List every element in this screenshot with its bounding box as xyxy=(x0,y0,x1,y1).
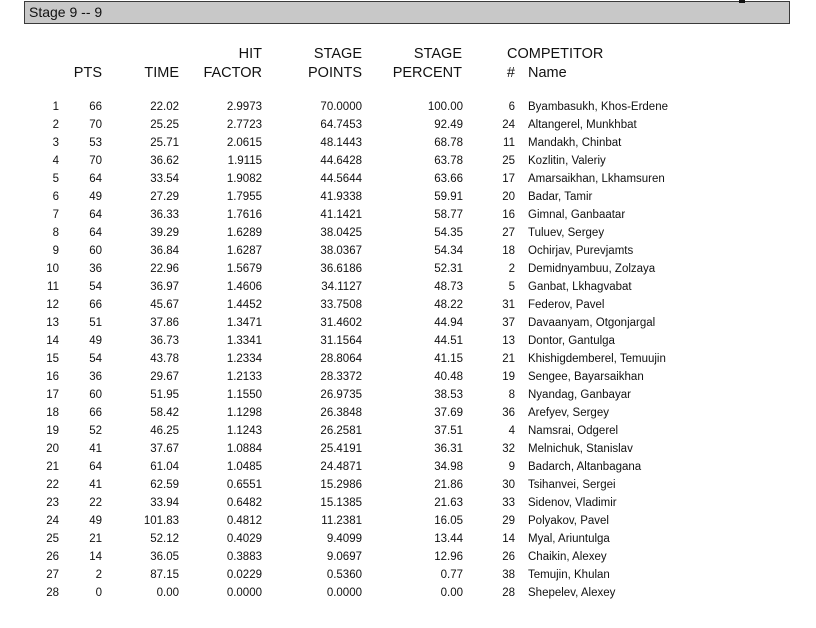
table-row xyxy=(0,584,816,602)
cell-time: 87.15 xyxy=(150,569,179,581)
cell-stage-percent: 68.78 xyxy=(434,137,463,149)
cell-hit-factor: 1.1298 xyxy=(226,407,262,419)
cell-place: 20 xyxy=(46,443,59,455)
table-row xyxy=(0,440,816,458)
cell-competitor-name: Amarsaikhan, Lkhamsuren xyxy=(528,173,665,185)
cell-competitor-number: 31 xyxy=(502,299,515,311)
cell-place: 26 xyxy=(46,551,59,563)
cell-place: 28 xyxy=(46,587,59,599)
cell-time: 43.78 xyxy=(150,353,179,365)
table-row xyxy=(0,314,816,332)
cell-stage-points: 34.1127 xyxy=(321,281,362,293)
table-row xyxy=(0,368,816,386)
cell-pts: 49 xyxy=(89,515,102,527)
cell-hit-factor: 1.2334 xyxy=(226,353,262,365)
cell-competitor-number: 13 xyxy=(502,335,515,347)
results-table xyxy=(0,98,816,602)
cell-stage-percent: 54.34 xyxy=(434,245,463,257)
cell-competitor-name: Demidnyambuu, Zolzaya xyxy=(528,263,656,275)
cell-time: 37.86 xyxy=(150,317,179,329)
cell-time: 22.96 xyxy=(150,263,179,275)
cell-hit-factor: 1.3341 xyxy=(226,335,262,347)
cell-competitor-number: 8 xyxy=(508,389,515,401)
cell-time: 37.67 xyxy=(150,443,179,455)
cell-place: 18 xyxy=(46,407,59,419)
table-row xyxy=(0,422,816,440)
cell-pts: 41 xyxy=(89,443,102,455)
cell-pts: 51 xyxy=(89,317,102,329)
cell-place: 5 xyxy=(52,173,59,185)
cell-place: 14 xyxy=(46,335,59,347)
table-row xyxy=(0,296,816,314)
cell-pts: 14 xyxy=(89,551,102,563)
cell-time: 36.62 xyxy=(150,155,179,167)
cell-competitor-number: 28 xyxy=(502,587,515,599)
header-pts: PTS xyxy=(73,65,102,81)
cell-time: 45.67 xyxy=(150,299,179,311)
table-row xyxy=(0,548,816,566)
cell-time: 33.94 xyxy=(150,497,179,509)
cell-hit-factor: 1.9082 xyxy=(226,173,262,185)
cell-place: 17 xyxy=(46,389,59,401)
cell-hit-factor: 1.6289 xyxy=(226,227,262,239)
cell-competitor-number: 2 xyxy=(508,263,515,275)
cell-pts: 36 xyxy=(89,263,102,275)
stage-title-bar xyxy=(24,1,790,24)
cell-competitor-number: 19 xyxy=(502,371,515,383)
cell-competitor-name: Sengee, Bayarsaikhan xyxy=(528,371,644,383)
table-row xyxy=(0,404,816,422)
stage-title: Stage 9 -- 9 xyxy=(29,4,103,20)
cell-stage-points: 0.0000 xyxy=(326,587,362,599)
cell-competitor-number: 11 xyxy=(503,137,515,149)
cell-competitor-number: 38 xyxy=(502,569,515,581)
cell-time: 27.29 xyxy=(150,191,179,203)
header-stage-percent-line1: STAGE xyxy=(413,46,462,62)
cell-time: 36.73 xyxy=(150,335,179,347)
cell-stage-points: 9.0697 xyxy=(326,551,362,563)
cell-stage-points: 26.2581 xyxy=(320,425,362,437)
header-hit-factor-line2: FACTOR xyxy=(203,65,262,81)
cell-stage-percent: 54.35 xyxy=(434,227,463,239)
cell-pts: 36 xyxy=(89,371,102,383)
cell-competitor-name: Sidenov, Vladimir xyxy=(528,497,617,509)
table-row xyxy=(0,152,816,170)
table-row xyxy=(0,170,816,188)
header-competitor: COMPETITOR xyxy=(507,46,604,62)
cell-stage-percent: 0.00 xyxy=(440,587,463,599)
cell-pts: 70 xyxy=(89,155,102,167)
cell-stage-points: 48.1443 xyxy=(320,137,362,149)
cell-pts: 66 xyxy=(89,407,102,419)
cell-hit-factor: 1.9115 xyxy=(227,155,262,167)
cell-stage-percent: 36.31 xyxy=(434,443,463,455)
cell-pts: 21 xyxy=(89,533,102,545)
cell-hit-factor: 0.4812 xyxy=(226,515,262,527)
cell-competitor-number: 29 xyxy=(502,515,515,527)
cell-place: 16 xyxy=(46,371,59,383)
cell-hit-factor: 0.0000 xyxy=(226,587,262,599)
cell-time: 52.12 xyxy=(150,533,179,545)
table-row xyxy=(0,260,816,278)
cell-stage-points: 38.0425 xyxy=(320,227,362,239)
cell-stage-percent: 52.31 xyxy=(434,263,463,275)
cell-competitor-name: Myal, Ariuntulga xyxy=(528,533,610,545)
cell-stage-percent: 63.66 xyxy=(434,173,463,185)
cell-pts: 52 xyxy=(89,425,102,437)
cell-competitor-number: 36 xyxy=(502,407,515,419)
cell-hit-factor: 2.0615 xyxy=(226,137,262,149)
cell-stage-percent: 38.53 xyxy=(434,389,463,401)
cell-hit-factor: 1.4452 xyxy=(226,299,262,311)
cell-pts: 64 xyxy=(89,173,102,185)
cell-time: 101.83 xyxy=(143,515,179,527)
cell-competitor-name: Mandakh, Chinbat xyxy=(528,137,622,149)
table-row xyxy=(0,458,816,476)
cell-stage-points: 44.5644 xyxy=(320,173,362,185)
cell-competitor-number: 21 xyxy=(502,353,515,365)
cell-competitor-name: Altangerel, Munkhbat xyxy=(528,119,637,131)
cell-pts: 0 xyxy=(95,587,102,599)
cell-stage-points: 26.9735 xyxy=(320,389,362,401)
cell-time: 51.95 xyxy=(150,389,179,401)
cell-stage-percent: 16.05 xyxy=(434,515,463,527)
cell-competitor-number: 20 xyxy=(502,191,515,203)
cell-pts: 60 xyxy=(89,245,102,257)
cell-pts: 64 xyxy=(89,227,102,239)
cell-pts: 53 xyxy=(89,137,102,149)
cell-competitor-number: 30 xyxy=(502,479,515,491)
cell-place: 2 xyxy=(52,119,59,131)
cell-time: 0.00 xyxy=(156,587,179,599)
table-row xyxy=(0,134,816,152)
cell-stage-percent: 34.98 xyxy=(434,461,463,473)
cell-time: 36.97 xyxy=(150,281,179,293)
cell-stage-percent: 0.77 xyxy=(440,569,463,581)
cell-competitor-name: Temujin, Khulan xyxy=(528,569,610,581)
cell-competitor-number: 9 xyxy=(508,461,515,473)
cell-place: 23 xyxy=(46,497,59,509)
cell-competitor-number: 27 xyxy=(502,227,515,239)
cell-place: 27 xyxy=(46,569,59,581)
cell-stage-points: 31.4602 xyxy=(320,317,362,329)
cell-stage-percent: 100.00 xyxy=(427,101,463,113)
cell-stage-percent: 41.15 xyxy=(434,353,463,365)
cell-stage-percent: 92.49 xyxy=(434,119,463,131)
table-row xyxy=(0,476,816,494)
cell-time: 33.54 xyxy=(150,173,179,185)
cell-stage-percent: 48.22 xyxy=(434,299,463,311)
cell-stage-points: 24.4871 xyxy=(320,461,362,473)
cell-pts: 60 xyxy=(89,389,102,401)
cell-pts: 64 xyxy=(89,461,102,473)
header-stage-points xyxy=(280,45,362,83)
cell-place: 11 xyxy=(47,281,59,293)
cell-competitor-name: Davaanyam, Otgonjargal xyxy=(528,317,656,329)
cell-place: 21 xyxy=(46,461,59,473)
cell-competitor-number: 14 xyxy=(502,533,515,545)
cell-competitor-name: Badarch, Altanbagana xyxy=(528,461,642,473)
header-number: # xyxy=(506,65,515,81)
cell-stage-percent: 12.96 xyxy=(434,551,463,563)
cell-place: 7 xyxy=(52,209,59,221)
cell-time: 46.25 xyxy=(150,425,179,437)
cell-hit-factor: 1.0485 xyxy=(226,461,262,473)
cell-pts: 54 xyxy=(89,281,102,293)
cell-stage-points: 26.3848 xyxy=(320,407,362,419)
cell-hit-factor: 0.0229 xyxy=(226,569,262,581)
header-stage-points-line1: STAGE xyxy=(313,46,362,62)
cell-stage-percent: 21.86 xyxy=(434,479,463,491)
cell-hit-factor: 2.9973 xyxy=(226,101,262,113)
cell-stage-points: 9.4099 xyxy=(326,533,362,545)
cell-pts: 49 xyxy=(89,335,102,347)
cell-competitor-name: Chaikin, Alexey xyxy=(528,551,607,563)
cell-stage-percent: 44.51 xyxy=(434,335,463,347)
cell-hit-factor: 1.6287 xyxy=(226,245,262,257)
header-stage-points-line2: POINTS xyxy=(308,65,362,81)
cell-place: 22 xyxy=(46,479,59,491)
cell-competitor-name: Tuluev, Sergey xyxy=(528,227,605,239)
table-row xyxy=(0,332,816,350)
cell-competitor-name: Dontor, Gantulga xyxy=(528,335,615,347)
header-stage-percent xyxy=(370,45,462,83)
cell-competitor-name: Gimnal, Ganbaatar xyxy=(528,209,626,221)
cell-hit-factor: 0.3883 xyxy=(226,551,262,563)
cell-competitor-name: Nyandag, Ganbayar xyxy=(528,389,631,401)
cell-place: 10 xyxy=(46,263,59,275)
cell-stage-points: 44.6428 xyxy=(320,155,362,167)
cell-stage-percent: 40.48 xyxy=(434,371,463,383)
table-row xyxy=(0,494,816,512)
cell-competitor-number: 26 xyxy=(502,551,515,563)
cell-competitor-name: Ochirjav, Purevjamts xyxy=(528,245,634,257)
cell-competitor-name: Tsihanvei, Sergei xyxy=(528,479,616,491)
cell-time: 22.02 xyxy=(150,101,179,113)
cell-competitor-name: Arefyev, Sergey xyxy=(528,407,609,419)
cell-time: 58.42 xyxy=(150,407,179,419)
cell-place: 8 xyxy=(52,227,59,239)
cell-place: 19 xyxy=(46,425,59,437)
cell-competitor-name: Khishigdemberel, Temuujin xyxy=(528,353,666,365)
cell-competitor-name: Melnichuk, Stanislav xyxy=(528,443,633,455)
cell-competitor-name: Federov, Pavel xyxy=(528,299,605,311)
cell-pts: 22 xyxy=(89,497,102,509)
cell-stage-points: 41.9338 xyxy=(320,191,362,203)
cell-competitor-number: 4 xyxy=(508,425,515,437)
cell-competitor-number: 16 xyxy=(502,209,515,221)
cell-pts: 70 xyxy=(89,119,102,131)
cell-place: 3 xyxy=(52,137,59,149)
table-row xyxy=(0,116,816,134)
cell-competitor-name: Polyakov, Pavel xyxy=(528,515,609,527)
cell-stage-percent: 44.94 xyxy=(434,317,463,329)
table-row xyxy=(0,386,816,404)
cell-competitor-number: 17 xyxy=(502,173,515,185)
cell-competitor-number: 25 xyxy=(502,155,515,167)
cell-time: 36.33 xyxy=(150,209,179,221)
cell-place: 12 xyxy=(46,299,59,311)
table-row xyxy=(0,206,816,224)
cell-time: 36.05 xyxy=(150,551,179,563)
cell-stage-points: 28.3372 xyxy=(320,371,362,383)
table-row xyxy=(0,512,816,530)
cell-pts: 2 xyxy=(95,569,102,581)
cell-stage-points: 25.4191 xyxy=(320,443,362,455)
cell-place: 13 xyxy=(46,317,59,329)
cell-place: 6 xyxy=(52,191,59,203)
cell-place: 4 xyxy=(52,155,59,167)
cell-stage-points: 70.0000 xyxy=(320,101,362,113)
cell-hit-factor: 2.7723 xyxy=(226,119,262,131)
cell-hit-factor: 0.6482 xyxy=(226,497,262,509)
cell-competitor-number: 6 xyxy=(508,101,515,113)
header-name: Name xyxy=(528,65,567,81)
cell-hit-factor: 1.2133 xyxy=(226,371,262,383)
cell-stage-points: 64.7453 xyxy=(320,119,362,131)
table-row xyxy=(0,530,816,548)
cell-competitor-name: Kozlitin, Valeriy xyxy=(528,155,606,167)
cell-time: 25.25 xyxy=(150,119,179,131)
cell-place: 1 xyxy=(52,101,59,113)
cell-stage-points: 33.7508 xyxy=(320,299,362,311)
cell-stage-points: 36.6186 xyxy=(320,263,362,275)
cell-stage-points: 41.1421 xyxy=(320,209,362,221)
cell-time: 61.04 xyxy=(150,461,179,473)
cell-stage-points: 28.8064 xyxy=(320,353,362,365)
cell-competitor-number: 33 xyxy=(502,497,515,509)
cell-stage-points: 38.0367 xyxy=(320,245,362,257)
cell-pts: 66 xyxy=(89,101,102,113)
cell-hit-factor: 1.4606 xyxy=(226,281,262,293)
cell-time: 62.59 xyxy=(150,479,179,491)
cell-stage-percent: 59.91 xyxy=(434,191,463,203)
cell-place: 24 xyxy=(46,515,59,527)
header-hit-factor-line1: HIT xyxy=(238,46,262,62)
cell-hit-factor: 1.1550 xyxy=(226,389,262,401)
cell-time: 36.84 xyxy=(150,245,179,257)
cell-competitor-name: Namsrai, Odgerel xyxy=(528,425,619,437)
table-row xyxy=(0,98,816,116)
cell-stage-percent: 37.69 xyxy=(434,407,463,419)
cell-competitor-name: Byambasukh, Khos-Erdene xyxy=(528,101,668,113)
cell-stage-points: 15.2986 xyxy=(320,479,362,491)
cell-place: 9 xyxy=(52,245,59,257)
table-row xyxy=(0,242,816,260)
cell-hit-factor: 0.6551 xyxy=(226,479,262,491)
header-hit-factor xyxy=(180,45,262,83)
cell-competitor-number: 5 xyxy=(508,281,515,293)
header-stage-percent-line2: PERCENT xyxy=(392,65,462,81)
cell-stage-percent: 13.44 xyxy=(434,533,463,545)
page-edge-mark xyxy=(739,0,745,3)
cell-hit-factor: 1.0884 xyxy=(226,443,262,455)
cell-stage-percent: 37.51 xyxy=(434,425,463,437)
cell-pts: 41 xyxy=(89,479,102,491)
cell-competitor-name: Badar, Tamir xyxy=(528,191,593,203)
table-row xyxy=(0,224,816,242)
cell-stage-percent: 48.73 xyxy=(434,281,463,293)
cell-pts: 49 xyxy=(89,191,102,203)
cell-competitor-name: Shepelev, Alexey xyxy=(528,587,616,599)
table-row xyxy=(0,350,816,368)
cell-place: 15 xyxy=(46,353,59,365)
cell-pts: 54 xyxy=(89,353,102,365)
table-row xyxy=(0,278,816,296)
table-row xyxy=(0,566,816,584)
cell-competitor-number: 18 xyxy=(502,245,515,257)
cell-stage-points: 0.5360 xyxy=(326,569,362,581)
cell-time: 39.29 xyxy=(150,227,179,239)
cell-stage-percent: 58.77 xyxy=(434,209,463,221)
cell-place: 25 xyxy=(46,533,59,545)
cell-hit-factor: 1.1243 xyxy=(226,425,262,437)
cell-stage-points: 11.2381 xyxy=(321,515,362,527)
cell-competitor-number: 37 xyxy=(502,317,515,329)
cell-pts: 64 xyxy=(89,209,102,221)
cell-hit-factor: 1.5679 xyxy=(226,263,262,275)
cell-hit-factor: 1.3471 xyxy=(226,317,262,329)
cell-pts: 66 xyxy=(89,299,102,311)
cell-competitor-number: 32 xyxy=(502,443,515,455)
cell-stage-percent: 21.63 xyxy=(434,497,463,509)
cell-hit-factor: 1.7616 xyxy=(226,209,262,221)
cell-time: 25.71 xyxy=(150,137,179,149)
cell-stage-points: 15.1385 xyxy=(320,497,362,509)
cell-hit-factor: 0.4029 xyxy=(226,533,262,545)
cell-stage-percent: 63.78 xyxy=(434,155,463,167)
header-time: TIME xyxy=(144,65,179,81)
cell-competitor-number: 24 xyxy=(502,119,515,131)
cell-competitor-name: Ganbat, Lkhagvabat xyxy=(528,281,632,293)
cell-stage-points: 31.1564 xyxy=(320,335,362,347)
cell-time: 29.67 xyxy=(150,371,179,383)
cell-hit-factor: 1.7955 xyxy=(226,191,262,203)
table-row xyxy=(0,188,816,206)
